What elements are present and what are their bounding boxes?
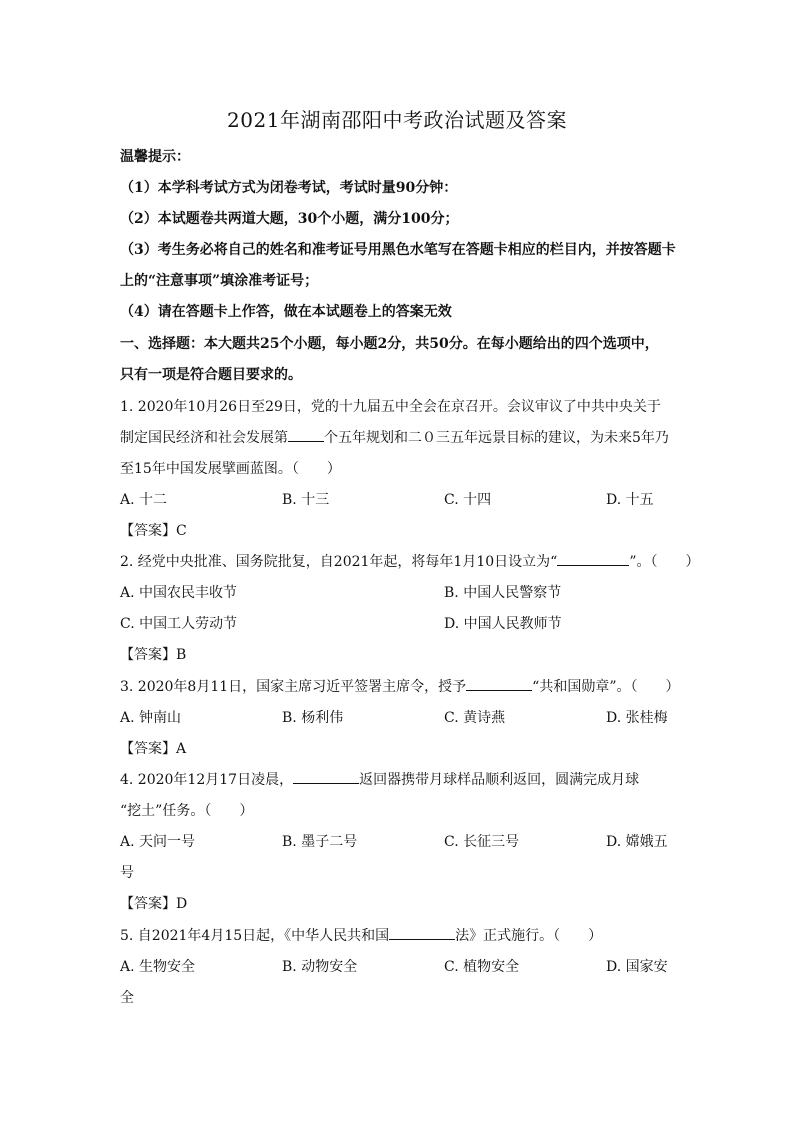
answer: 【答案】D xyxy=(120,896,188,912)
question-text-part: 2. 经党中央批准、国务院批复，自2021年起，将每年1月10日设立为“ xyxy=(120,554,558,570)
option-a: A. 生物安全 xyxy=(120,959,196,975)
tips-heading: 温馨提示： xyxy=(120,149,190,165)
option-d: D. 十五 xyxy=(606,492,654,508)
option-d: D. 嫦娥五 xyxy=(606,834,668,850)
answer: 【答案】B xyxy=(120,647,187,663)
question-1-text: 至15年中国发展擘画蓝图。（ ） xyxy=(120,461,341,477)
question-text-part: 4. 2020年12月17日凌晨， xyxy=(120,772,294,788)
option-b: B. 动物安全 xyxy=(282,959,358,975)
option-d: D. 中国人民教师节 xyxy=(444,616,562,632)
answer: 【答案】A xyxy=(120,741,187,757)
option-a: A. 十二 xyxy=(120,492,168,508)
fill-blank xyxy=(466,677,532,691)
tip-item: （2）本试题卷共两道大题，30个小题，满分100分； xyxy=(120,211,459,227)
option-c: C. 植物安全 xyxy=(444,959,520,975)
question-text-part: 返回器携带月球样品顺利返回，圆满完成月球 xyxy=(359,772,640,788)
option-d-wrap: 全 xyxy=(120,990,134,1006)
question-5-text xyxy=(120,925,602,945)
fill-blank xyxy=(288,428,324,442)
tip-item: 上的“注意事项”填涂准考证号； xyxy=(120,273,319,289)
fill-blank xyxy=(557,552,629,566)
question-3-text xyxy=(120,676,680,696)
option-b: B. 中国人民警察节 xyxy=(444,585,562,601)
option-a: A. 钟南山 xyxy=(120,710,182,726)
option-c: C. 中国工人劳动节 xyxy=(120,616,238,632)
question-4-text: “挖土”任务。（ ） xyxy=(120,803,254,819)
fill-blank xyxy=(389,926,455,940)
option-a: A. 天问一号 xyxy=(120,834,196,850)
question-1-text: 1. 2020年10月26日至29日，党的十九届五中全会在京召开。会议审议了中共中央关于 xyxy=(120,399,661,415)
question-1-text xyxy=(120,427,669,447)
option-d: D. 国家安 xyxy=(606,959,668,975)
tip-item: （1）本学科考试方式为闭卷考试，考试时量90分钟： xyxy=(120,180,458,196)
question-text-part: 制定国民经济和社会发展第 xyxy=(120,430,288,446)
question-text-part: 法》正式施行。（ ） xyxy=(455,928,603,944)
option-a: A. 中国农民丰收节 xyxy=(120,585,238,601)
option-d-wrap: 号 xyxy=(120,865,134,881)
question-4-text xyxy=(120,769,639,789)
question-2-text xyxy=(120,551,700,571)
question-text-part: ”。（ ） xyxy=(629,554,700,570)
fill-blank xyxy=(293,770,359,784)
option-c: C. 黄诗燕 xyxy=(444,710,506,726)
option-b: B. 墨子二号 xyxy=(282,834,358,850)
section-heading: 一、选择题：本大题共25个小题，每小题2分，共50分。在每小题给出的四个选项中， xyxy=(120,336,659,352)
question-text-part: 个五年规划和二０三五年远景目标的建议，为未来5年乃 xyxy=(324,430,669,446)
tip-item: （3）考生务必将自己的姓名和准考证号用黑色水笔写在答题卡相应的栏目内，并按答题卡 xyxy=(120,242,676,258)
option-c: C. 长征三号 xyxy=(444,834,520,850)
page-title: 2021年湖南邵阳中考政治试题及答案 xyxy=(227,108,567,132)
question-text-part: “共和国勋章”。（ ） xyxy=(532,679,680,695)
tip-item: （4）请在答题卡上作答，做在本试题卷上的答案无效 xyxy=(120,304,452,320)
question-text-part: 5. 自2021年4月15日起，《中华人民共和国 xyxy=(120,928,390,944)
option-c: C. 十四 xyxy=(444,492,492,508)
section-heading-cont: 只有一项是符合题目要求的。 xyxy=(120,367,302,383)
option-b: B. 杨利伟 xyxy=(282,710,344,726)
option-b: B. 十三 xyxy=(282,492,330,508)
option-d: D. 张桂梅 xyxy=(606,710,668,726)
answer: 【答案】C xyxy=(120,523,187,539)
question-text-part: 3. 2020年8月11日，国家主席习近平签署主席令，授予 xyxy=(120,679,467,695)
